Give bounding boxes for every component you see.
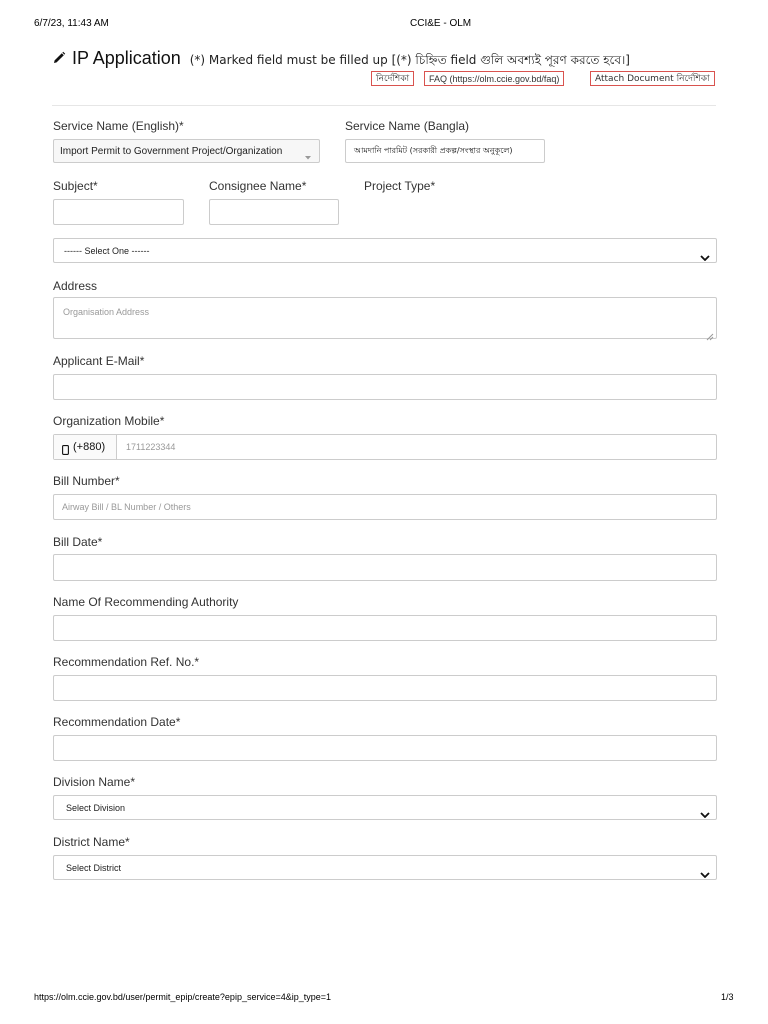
page-title: IP Application bbox=[72, 48, 181, 68]
subject-label: Subject* bbox=[53, 179, 98, 193]
service-name-en-select[interactable] bbox=[53, 139, 320, 163]
attach-document-guide-link[interactable]: Attach Document নির্দেশিকা bbox=[590, 71, 715, 86]
recommendation-ref-label: Recommendation Ref. No.* bbox=[53, 655, 200, 669]
faq-link[interactable]: FAQ (https://olm.ccie.gov.bd/faq) bbox=[424, 71, 564, 86]
organization-mobile-label: Organization Mobile* bbox=[53, 414, 165, 428]
service-name-bn-label: Service Name (Bangla) bbox=[345, 119, 470, 133]
bill-number-placeholder: Airway Bill / BL Number / Others bbox=[62, 502, 191, 512]
bill-number-input[interactable] bbox=[53, 494, 717, 520]
page-header bbox=[52, 48, 630, 72]
chevron-down-icon bbox=[700, 865, 710, 871]
service-name-bn-value: আমদানি পারমিট (সরকারী প্রকল্প/সংস্থার অনুকূলে) bbox=[354, 145, 513, 155]
recommendation-ref-input[interactable] bbox=[53, 675, 717, 701]
service-name-bn-field[interactable] bbox=[345, 139, 545, 163]
chevron-down-icon bbox=[700, 805, 710, 811]
print-page-title: CCI&E - OLM bbox=[410, 18, 472, 29]
division-value: Select Division bbox=[66, 802, 126, 813]
applicant-email-input[interactable] bbox=[53, 374, 717, 400]
recommendation-date-input[interactable] bbox=[53, 735, 717, 761]
required-field-note: (*) Marked field must be filled up [(*) চিহ্নিত field গুলি অবশ্যই পূরণ করতে হবে।] bbox=[189, 53, 630, 67]
division-select[interactable] bbox=[53, 795, 717, 820]
recommendation-date-label: Recommendation Date* bbox=[53, 715, 181, 729]
district-select[interactable] bbox=[53, 855, 717, 880]
project-type-select[interactable] bbox=[53, 238, 717, 263]
mobile-country-code-addon bbox=[54, 435, 117, 459]
consignee-name-input[interactable] bbox=[209, 199, 339, 225]
service-name-en-label: Service Name (English)* bbox=[53, 119, 184, 133]
service-name-en-value: Import Permit to Government Project/Organization bbox=[60, 145, 283, 157]
guide-link[interactable]: নির্দেশিকা bbox=[371, 71, 414, 86]
address-label: Address bbox=[53, 279, 98, 293]
recommending-authority-label: Name Of Recommending Authority bbox=[53, 595, 239, 609]
address-textarea[interactable] bbox=[53, 297, 717, 339]
country-code: (+880) bbox=[73, 441, 106, 453]
recommending-authority-input[interactable] bbox=[53, 615, 717, 641]
address-placeholder: Organisation Address bbox=[63, 307, 150, 317]
organization-mobile-group bbox=[53, 434, 717, 460]
bill-date-input[interactable] bbox=[53, 554, 717, 581]
resize-handle-icon[interactable] bbox=[706, 328, 714, 336]
project-type-label: Project Type* bbox=[364, 179, 436, 193]
district-value: Select District bbox=[66, 862, 122, 873]
bill-number-label: Bill Number* bbox=[53, 474, 120, 488]
header-divider bbox=[52, 105, 716, 106]
print-url: https://olm.ccie.gov.bd/user/permit_epip/create?epip_service=4&ip_type=1 bbox=[34, 992, 332, 1002]
print-page-number: 1/3 bbox=[721, 992, 734, 1002]
bill-date-label: Bill Date* bbox=[53, 535, 103, 549]
print-datetime: 6/7/23, 11:43 AM bbox=[34, 18, 109, 29]
pencil-icon bbox=[52, 51, 66, 65]
applicant-email-label: Applicant E-Mail* bbox=[53, 354, 145, 368]
mobile-phone-icon bbox=[62, 442, 69, 452]
subject-input[interactable] bbox=[53, 199, 184, 225]
chevron-down-icon bbox=[700, 248, 710, 254]
organization-mobile-input[interactable]: 1711223344 bbox=[126, 442, 176, 452]
project-type-value: ------ Select One ------ bbox=[64, 245, 150, 256]
division-name-label: Division Name* bbox=[53, 775, 136, 789]
district-name-label: District Name* bbox=[53, 835, 130, 849]
dropdown-caret-icon bbox=[303, 148, 313, 154]
consignee-name-label: Consignee Name* bbox=[209, 179, 307, 193]
